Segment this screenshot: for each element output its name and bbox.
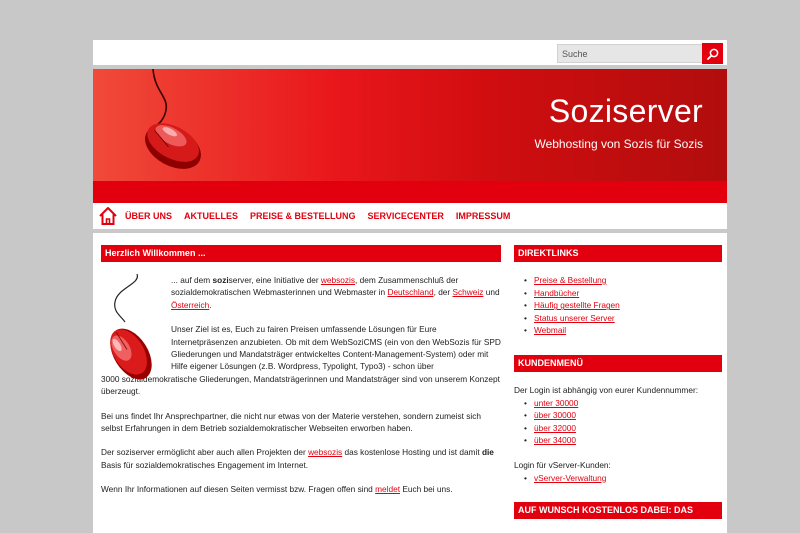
text: das kostenlose Hosting und ist damit bbox=[342, 447, 482, 458]
login-list bbox=[514, 397, 722, 447]
link-faq[interactable]: Häufig gestellte Fragen bbox=[534, 300, 620, 311]
nav-item-preise-bestellung[interactable]: PREISE & BESTELLUNG bbox=[250, 211, 356, 221]
intro-paragraph bbox=[171, 274, 501, 311]
site-tagline: Webhosting von Sozis für Sozis bbox=[534, 137, 703, 151]
vserver-verwaltung-link[interactable]: vServer-Verwaltung bbox=[534, 472, 607, 483]
nav-item-impressum[interactable]: IMPRESSUM bbox=[455, 211, 511, 221]
nav-item-ueber-uns[interactable]: ÜBER UNS bbox=[125, 211, 173, 221]
text: und bbox=[483, 287, 500, 298]
text: ... auf dem bbox=[171, 275, 213, 285]
main-navigation bbox=[93, 203, 727, 233]
login-unter-30000[interactable]: unter 30000 bbox=[534, 397, 579, 408]
list-item bbox=[524, 434, 722, 447]
deutschland-link[interactable]: Deutschland bbox=[387, 287, 434, 298]
goal-paragraph-continued: 3000 sozialdemokratische Gliederungen, Mandatsträgerinnen und Mandatsträger sind von unserem Konzept überzeugt. bbox=[101, 373, 500, 397]
login-ueber-30000[interactable]: über 30000 bbox=[534, 410, 576, 421]
oesterreich-link[interactable]: Österreich bbox=[171, 299, 210, 310]
websozis-link[interactable]: websozis bbox=[320, 275, 356, 285]
list-item bbox=[524, 299, 722, 312]
home-icon bbox=[98, 206, 118, 226]
bold-text: sozi bbox=[212, 275, 229, 285]
login-ueber-34000[interactable]: über 34000 bbox=[534, 435, 576, 446]
intro-section bbox=[101, 274, 501, 496]
list-item bbox=[524, 312, 722, 325]
kundenmenu-heading: KUNDENMENÜ bbox=[514, 355, 722, 372]
kundenmenu-box bbox=[514, 355, 722, 484]
search-button[interactable] bbox=[702, 43, 723, 64]
link-handbuecher[interactable]: Handbücher bbox=[534, 287, 580, 298]
nav-item-servicecenter[interactable]: SERVICECENTER bbox=[367, 211, 444, 221]
list-item bbox=[524, 422, 722, 435]
nav-item-aktuelles[interactable]: AKTUELLES bbox=[184, 211, 239, 221]
feedback-paragraph bbox=[101, 483, 501, 495]
goal-paragraph: Unser Ziel ist es, Euch zu fairen Preisen umfassende Lösungen für Eure Internetpräsenzen anzubieten. Ob mit dem WebSoziCMS (ein von den WebSozis für SPD Gliederungen und Mandatsträger entwickeltes Content-Management-System) oder mit Hilfe eigener Lösungen (z.B. Wordpress, Typolight, Typo3) - schon über bbox=[171, 324, 501, 372]
search-input[interactable] bbox=[557, 44, 703, 63]
list-item bbox=[524, 324, 722, 337]
vserver-list bbox=[514, 472, 722, 485]
login-intro: Der Login ist abhängig von eurer Kundennummer: bbox=[514, 384, 699, 395]
vserver-intro: Login für vServer-Kunden: bbox=[514, 459, 611, 470]
list-item bbox=[524, 287, 722, 300]
link-webmail[interactable]: Webmail bbox=[534, 325, 567, 336]
home-link[interactable] bbox=[97, 205, 119, 227]
list-item bbox=[524, 274, 722, 287]
page bbox=[93, 40, 727, 533]
link-server-status[interactable]: Status unserer Server bbox=[534, 312, 615, 323]
direktlinks-heading: DIREKTLINKS bbox=[514, 245, 722, 262]
direktlinks-box bbox=[514, 245, 722, 337]
hosting-paragraph bbox=[101, 446, 501, 471]
top-bar bbox=[93, 40, 727, 69]
computer-mouse-image bbox=[95, 274, 167, 384]
text: , der bbox=[433, 287, 453, 298]
text: Der soziserver ermöglicht aber auch allen Projekten der bbox=[101, 447, 309, 458]
main-content bbox=[101, 245, 501, 496]
text: , dem Zusammenschluß der sozialdemokratischen Webmasterinnen und Webmaster in bbox=[171, 275, 459, 298]
search-icon bbox=[707, 48, 719, 60]
wunsch-box bbox=[514, 502, 722, 519]
contact-paragraph: Bei uns findet Ihr Ansprechpartner, die nicht nur etwas von der Materie verstehen, sondern zumeist sich selbst Erfahrungen in dem Betrieb sozialdemokratischer Webseiten erworben haben. bbox=[101, 410, 482, 434]
text: Euch bei uns. bbox=[400, 484, 453, 495]
site-title: Soziserver bbox=[548, 93, 703, 129]
schweiz-link[interactable]: Schweiz bbox=[452, 287, 484, 298]
text: . bbox=[209, 299, 212, 310]
link-preise-bestellung[interactable]: Preise & Bestellung bbox=[534, 275, 607, 285]
websozis-link-2[interactable]: websozis bbox=[308, 447, 343, 458]
text: Basis für sozialdemokratisches Engagement im Internet. bbox=[101, 459, 309, 470]
list-item bbox=[524, 397, 722, 410]
direktlinks-list bbox=[514, 274, 722, 337]
text: server, eine Initiative der bbox=[228, 275, 321, 285]
list-item bbox=[524, 409, 722, 422]
bold-text: die bbox=[481, 447, 494, 458]
text: Wenn Ihr Informationen auf diesen Seiten vermisst bzw. Fragen offen sind bbox=[101, 484, 376, 495]
login-ueber-32000[interactable]: über 32000 bbox=[534, 422, 576, 433]
header-banner bbox=[93, 69, 727, 203]
spacer bbox=[514, 447, 722, 459]
welcome-heading: Herzlich Willkommen ... bbox=[101, 245, 501, 262]
meldet-link[interactable]: meldet bbox=[375, 484, 401, 495]
banner-band bbox=[93, 181, 727, 203]
list-item bbox=[524, 472, 722, 485]
wunsch-heading: AUF WUNSCH KOSTENLOS DABEI: DAS bbox=[514, 502, 722, 519]
sidebar bbox=[514, 245, 722, 533]
